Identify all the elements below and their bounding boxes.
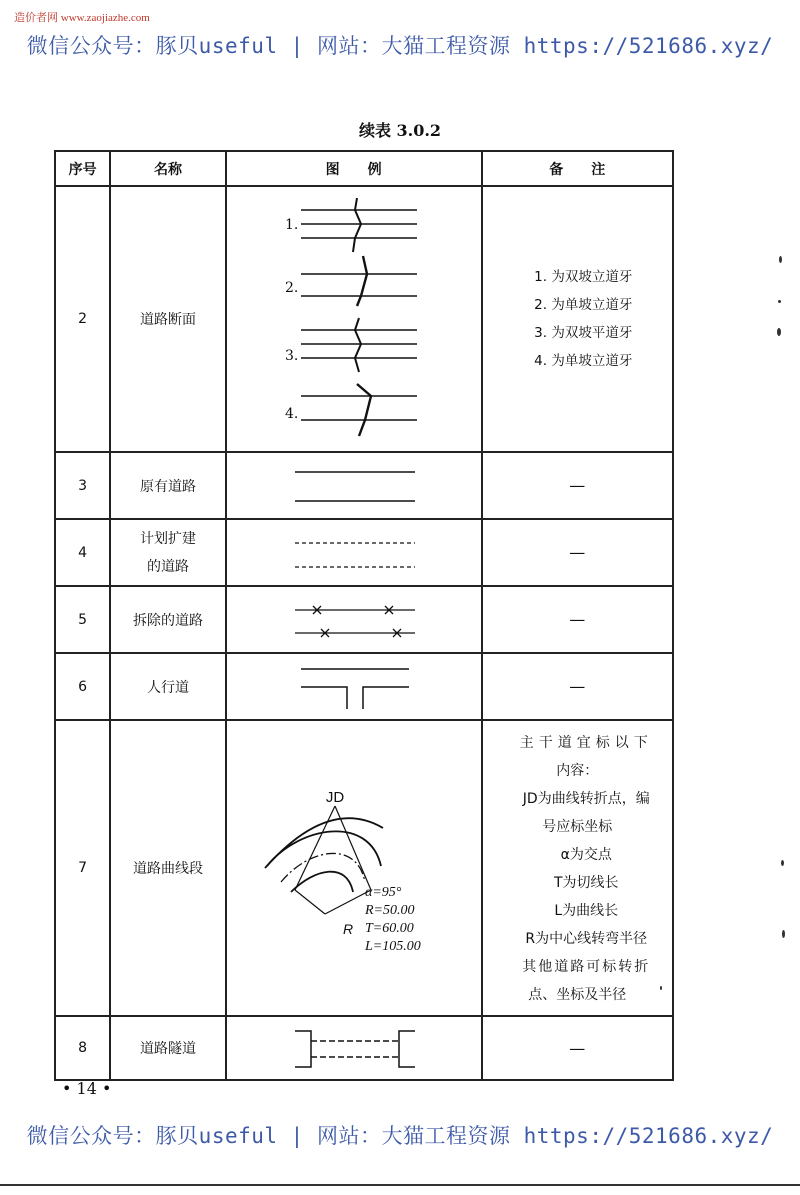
header-name: 名称 bbox=[110, 151, 226, 186]
header-legend: 图 例 bbox=[226, 151, 482, 186]
row-name: 道路隧道 bbox=[110, 1016, 226, 1080]
header-note: 备 注 bbox=[482, 151, 673, 186]
note-line: 内容： bbox=[556, 763, 599, 779]
row-number: 4 bbox=[55, 519, 110, 586]
scan-speck bbox=[660, 986, 662, 990]
row-note: — bbox=[482, 586, 673, 653]
road-section-drawing bbox=[229, 188, 479, 450]
row-note: — bbox=[482, 452, 673, 519]
site-watermark: 造价者网 www.zaojiazhe.com bbox=[14, 12, 150, 24]
row-number: 7 bbox=[55, 720, 110, 1016]
table-row bbox=[55, 519, 673, 586]
page-number: • 14 • bbox=[62, 1079, 112, 1098]
row-name: 道路曲线段 bbox=[110, 720, 226, 1016]
section-label-3: 3. bbox=[284, 348, 298, 364]
planned-road-figure bbox=[226, 519, 482, 586]
table-title: 续表 3.0.2 bbox=[358, 121, 442, 140]
row-name-line: 的道路 bbox=[146, 558, 189, 575]
demolished-road-figure bbox=[226, 586, 482, 653]
watermark-banner-bottom: 微信公众号：豚贝useful | 网站：大猫工程资源 https://521686.xyz/ bbox=[26, 1124, 774, 1148]
note-line: α为交点 bbox=[560, 847, 612, 863]
scan-speck bbox=[779, 256, 782, 263]
table-row bbox=[55, 186, 673, 452]
scan-speck bbox=[782, 930, 785, 938]
scan-speck bbox=[778, 300, 781, 303]
scan-speck bbox=[781, 860, 784, 866]
row-number: 8 bbox=[55, 1016, 110, 1080]
road-curve-drawing bbox=[229, 728, 479, 1008]
row-name: 原有道路 bbox=[110, 452, 226, 519]
note-line: 4. 为单坡立道牙 bbox=[534, 353, 633, 369]
table-row bbox=[55, 1016, 673, 1080]
table-row bbox=[55, 653, 673, 720]
row-note: — bbox=[482, 653, 673, 720]
note-line: 主干道宜标以下 bbox=[519, 735, 653, 751]
road-tunnel-figure bbox=[226, 1016, 482, 1080]
sidewalk-drawing bbox=[229, 657, 479, 717]
r-label: R bbox=[342, 921, 353, 937]
note-line: R为中心线转弯半径 bbox=[525, 931, 648, 947]
watermark-banner-top: 微信公众号：豚贝useful | 网站：大猫工程资源 https://521686.xyz/ bbox=[26, 34, 774, 58]
param-tangent: T=60.00 bbox=[364, 921, 414, 936]
table-header-row bbox=[55, 151, 673, 186]
section-label-2: 2. bbox=[284, 280, 298, 296]
row-name-line: 计划扩建 bbox=[139, 530, 196, 547]
road-section-figure bbox=[226, 186, 482, 452]
table-row bbox=[55, 720, 673, 1016]
sidewalk-figure bbox=[226, 653, 482, 720]
note-line: 1. 为双坡立道牙 bbox=[534, 269, 633, 285]
note-line: 号应标坐标 bbox=[542, 819, 613, 835]
row-number: 3 bbox=[55, 452, 110, 519]
row-name: 道路断面 bbox=[110, 186, 226, 452]
header-no: 序号 bbox=[55, 151, 110, 186]
road-tunnel-drawing bbox=[229, 1019, 479, 1077]
section-label-1: 1. bbox=[284, 217, 298, 233]
note-line: 2. 为单坡立道牙 bbox=[534, 297, 633, 313]
row-name: 拆除的道路 bbox=[110, 586, 226, 653]
note-line: 点、坐标及半径 bbox=[528, 987, 627, 1003]
planned-road-drawing bbox=[229, 523, 479, 583]
row-note bbox=[482, 720, 673, 1016]
row-note: — bbox=[482, 1016, 673, 1080]
param-radius: R=50.00 bbox=[364, 903, 415, 918]
row-name: 人行道 bbox=[110, 653, 226, 720]
param-length: L=105.00 bbox=[364, 939, 421, 954]
bottom-rule bbox=[0, 1184, 800, 1186]
jd-label: JD bbox=[325, 789, 344, 806]
row-name bbox=[110, 519, 226, 586]
demolished-road-drawing bbox=[229, 590, 479, 650]
row-number: 6 bbox=[55, 653, 110, 720]
row-number: 5 bbox=[55, 586, 110, 653]
row-note bbox=[482, 186, 673, 452]
note-line: JD为曲线转折点，编 bbox=[522, 791, 650, 807]
scan-speck bbox=[777, 328, 781, 336]
param-alpha: α=95° bbox=[364, 885, 402, 900]
table-row bbox=[55, 586, 673, 653]
note-line: 其他道路可标转折 bbox=[522, 959, 651, 975]
legend-table bbox=[54, 150, 674, 1081]
existing-road-drawing bbox=[229, 456, 479, 516]
row-number: 2 bbox=[55, 186, 110, 452]
existing-road-figure bbox=[226, 452, 482, 519]
note-line: T为切线长 bbox=[553, 875, 619, 891]
table-row bbox=[55, 452, 673, 519]
road-curve-figure bbox=[226, 720, 482, 1016]
section-label-4: 4. bbox=[284, 406, 298, 422]
row-note: — bbox=[482, 519, 673, 586]
note-line: 3. 为双坡平道牙 bbox=[534, 325, 633, 341]
note-line: L为曲线长 bbox=[554, 903, 619, 919]
